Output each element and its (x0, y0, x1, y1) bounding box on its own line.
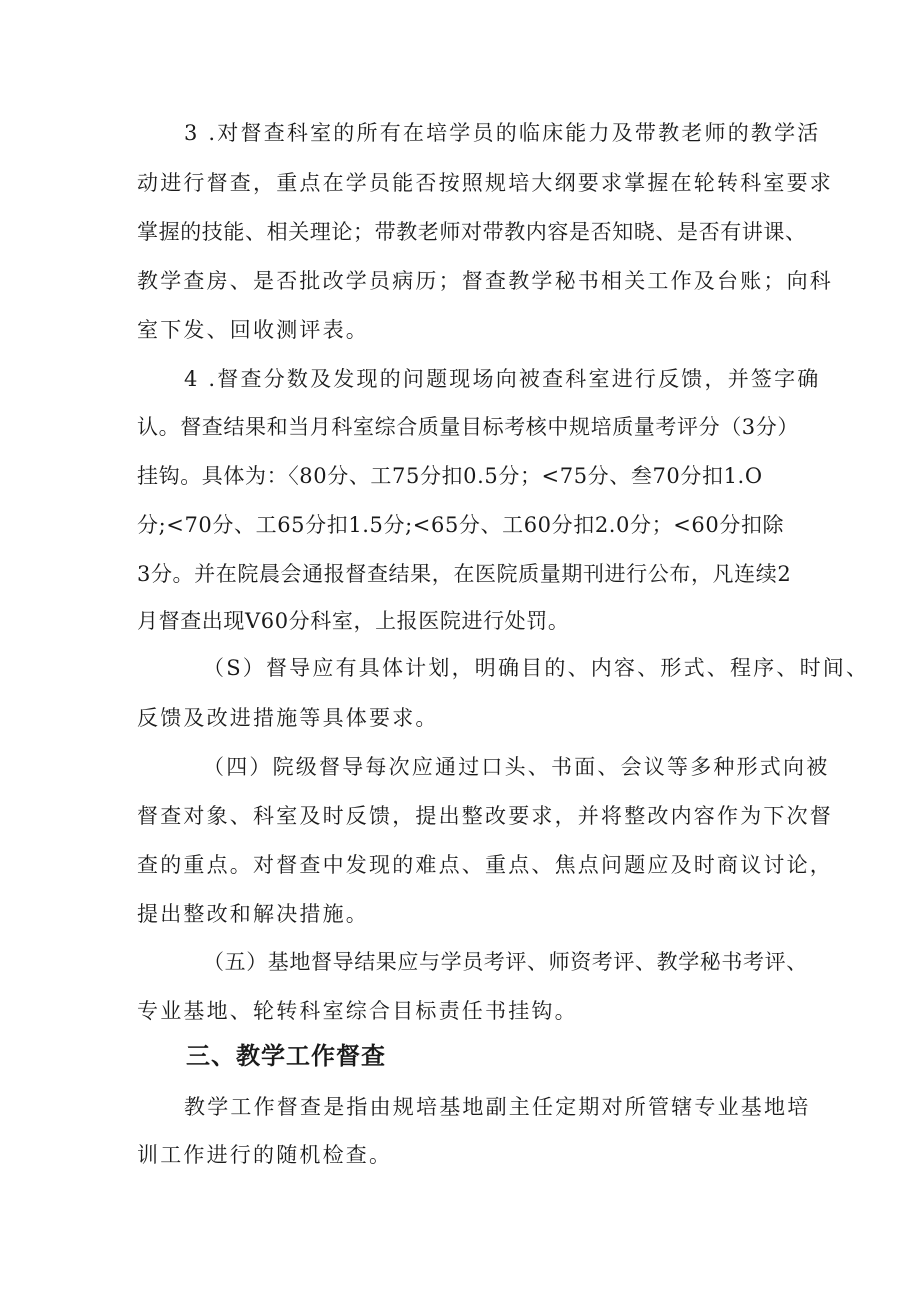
text-line: 认。督查结果和当月科室综合质量目标考核中规培质量考评分（3分） (137, 415, 799, 439)
text-line: 3 .对督查科室的所有在培学员的临床能力及带教老师的教学活 (184, 121, 821, 145)
text-line: 教学查房、是否批改学员病历；督查教学秘书相关工作及台账；向科 (137, 269, 833, 293)
text-line: 月督查出现V60分科室，上报医院进行处罚。 (137, 609, 570, 633)
text-line: 提出整改和解决措施。 (137, 902, 369, 926)
text-line: （五）基地督导结果应与学员考评、师资考评、教学秘书考评、 (203, 950, 808, 974)
text-line: 室下发、回收测评表。 (137, 318, 369, 342)
text-line: 督查对象、科室及时反馈，提出整改要求，并将整改内容作为下次督 (137, 804, 833, 828)
text-line: 反馈及改进措施等具体要求。 (137, 706, 439, 730)
text-line: 3分。并在院晨会通报督查结果，在医院质量期刊进行公布，凡连续2 (137, 562, 792, 586)
section-heading: 三、教学工作督查 (186, 1042, 386, 1070)
text-line: 动进行督查，重点在学员能否按照规培大纲要求掌握在轮转科室要求 (137, 171, 833, 195)
text-line: 专业基地、轮转科室综合目标责任书挂钩。 (137, 999, 578, 1023)
text-line: 掌握的技能、相关理论；带教老师对带教内容是否知晓、是否有讲课、 (137, 220, 807, 244)
text-line: （四）院级督导每次应通过口头、书面、会议等多种形式向被 (203, 755, 830, 779)
text-line: 教学工作督查是指由规培基地副主任定期对所管辖专业基地培 (184, 1095, 811, 1119)
text-line: 挂钩。具体为：〈80分、工75分扣0.5分；<75分、叁70分扣1.O (137, 464, 763, 488)
text-line: （S）督导应有具体计划，明确目的、内容、形式、程序、时间、 (203, 656, 870, 680)
text-line: 训工作进行的随机检查。 (137, 1143, 393, 1167)
text-line: 分;<70分、工65分扣1.5分;<65分、工60分扣2.0分；<60分扣除 (137, 513, 785, 537)
text-line: 4 .督查分数及发现的问题现场向被查科室进行反馈，并签字确 (184, 367, 821, 391)
text-line: 查的重点。对督查中发现的难点、重点、焦点问题应及时商议讨论， (137, 853, 833, 877)
